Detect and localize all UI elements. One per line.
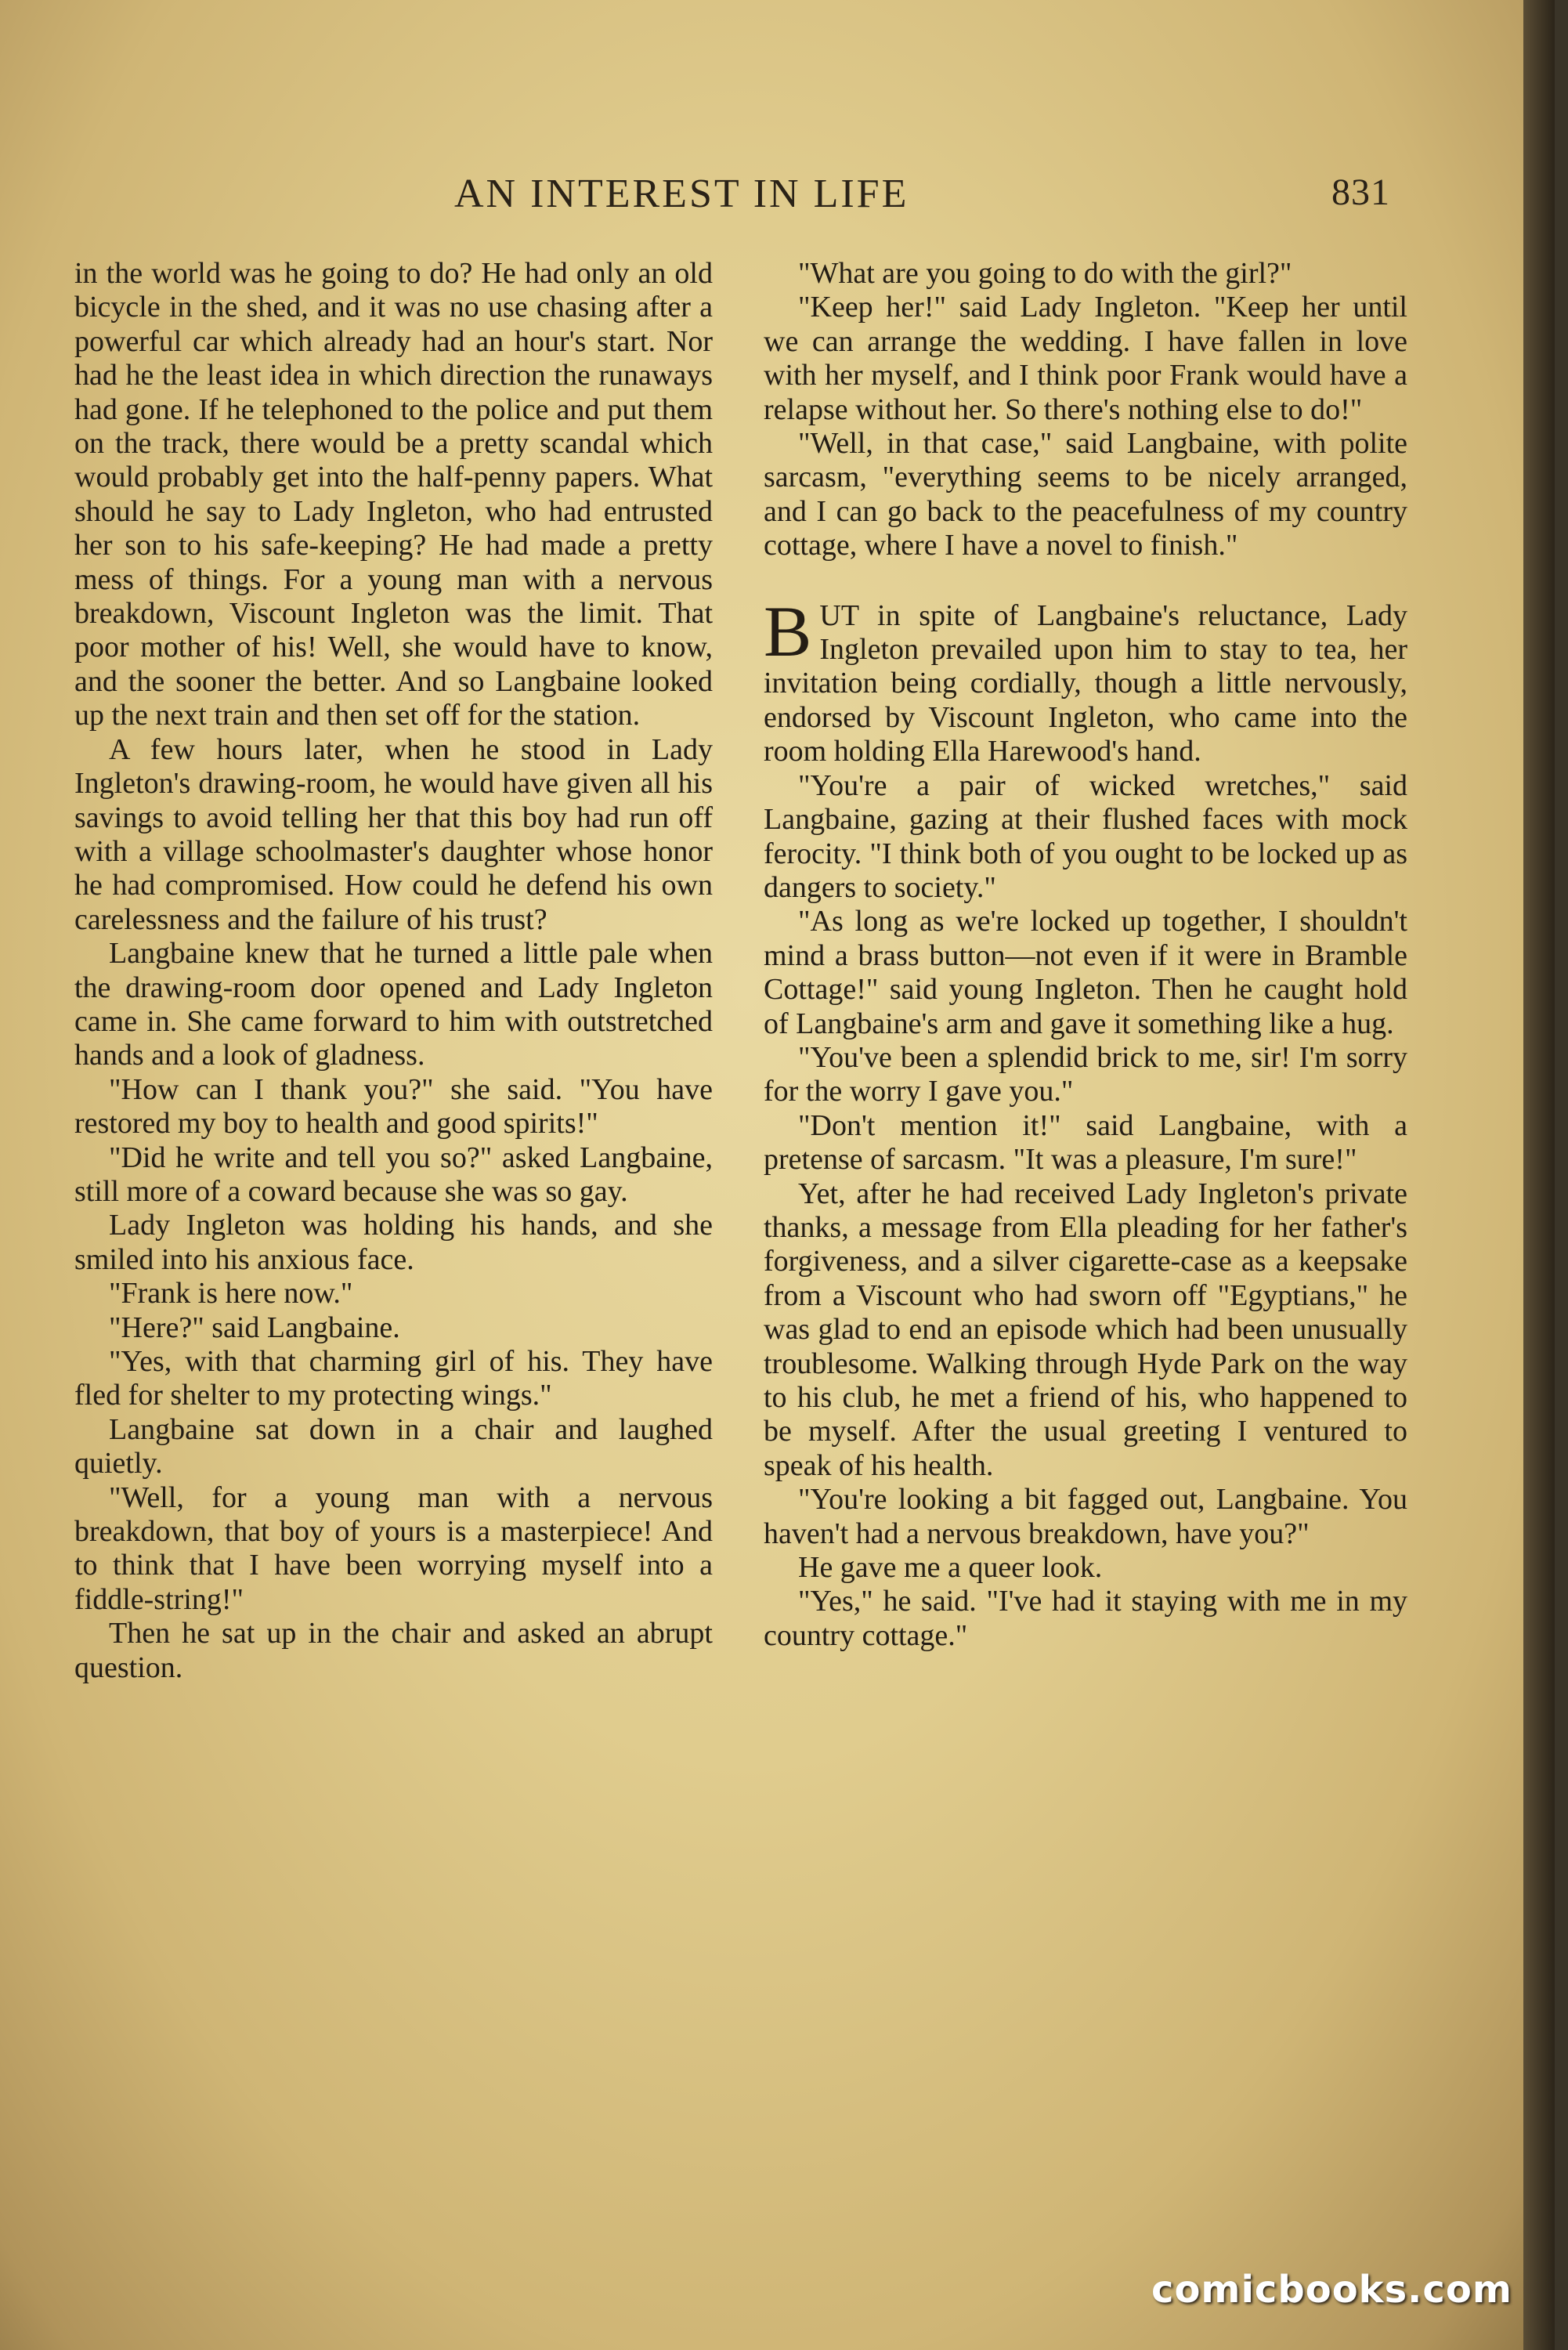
- section-opening-paragraph: [764, 591, 1407, 769]
- paragraph: "Well, for a young man with a nervous breakdown, that boy of yours is a masterpiece! And to think that I have been worrying myself into a fiddle-string!": [74, 1480, 713, 1616]
- paragraph: "Keep her!" said Lady Ingleton. "Keep her until we can arrange the wedding. I have fallen in love with her myself, and I think poor Frank would have a relapse without her. So there's nothing else to do!": [764, 291, 1407, 426]
- paragraph: Langbaine sat down in a chair and laughed quietly.: [74, 1412, 713, 1480]
- paragraph: "You're looking a bit fagged out, Langbaine. You haven't had a nervous breakdown, have you?": [764, 1483, 1407, 1550]
- paragraph: A few hours later, when he stood in Lady Ingleton's drawing-room, he would have given all his savings to avoid telling her that this boy had run off with a village schoolmaster's daughter whose honor he had compromised. How could he defend his own carelessness and the failure of his trust?: [74, 732, 713, 936]
- page-edge-shadow: [1523, 0, 1555, 2350]
- paragraph: "Don't mention it!" said Langbaine, with a pretense of sarcasm. "It was a pleasure, I'm sure!": [764, 1108, 1407, 1177]
- paragraph: Then he sat up in the chair and asked an abrupt question.: [74, 1617, 713, 1684]
- paragraph: "Yes, with that charming girl of his. They have fled for shelter to my protecting wings.": [74, 1345, 713, 1412]
- paragraph: Yet, after he had received Lady Ingleton's private thanks, a message from Ella pleading for her father's forgiveness, and a silver cigarette-case as a keepsake from a Viscount who had sworn off "Egyptians," he was glad to end an episode which had been unusually troublesome. Walking through Hyde Park on the way to his club, he met a friend of his, who happened to be myself. After the usual greeting I ventured to speak of his health.: [764, 1177, 1407, 1482]
- section-opening-text: UT in spite of Langbaine's reluctance, Lady Ingleton prevailed upon him to stay to tea, her invitation being cordially, though a little nervously, endorsed by Viscount Ingleton, who came into the room holding Ella Harewood's hand.: [764, 598, 1407, 768]
- paragraph: Lady Ingleton was holding his hands, and she smiled into his anxious face.: [74, 1209, 713, 1276]
- paragraph: "You've been a splendid brick to me, sir! I'm sorry for the worry I gave you.": [764, 1040, 1407, 1108]
- site-watermark: comicbooks.com: [1151, 2268, 1512, 2312]
- paragraph: "How can I thank you?" she said. "You have restored my boy to health and good spirits!": [74, 1072, 713, 1141]
- page-number: 831: [1331, 172, 1390, 213]
- right-column: [764, 257, 1407, 1653]
- left-column: [74, 257, 713, 1685]
- page-header: [0, 171, 1555, 226]
- paragraph: "As long as we're locked up together, I shouldn't mind a brass button—not even if it were in Bramble Cottage!" said young Ingleton. Then he caught hold of Langbaine's arm and gave it something like a hug.: [764, 905, 1407, 1040]
- paragraph: in the world was he going to do? He had only an old bicycle in the shed, and it was no use chasing after a powerful car which already had an hour's start. Nor had he the least idea in which direction the runaways had gone. If he telephoned to the police and put them on the track, there would be a pretty scandal which would probably get into the half-penny papers. What should he say to Lady Ingleton, who had entrusted her son to his safe-keeping? He had made a pretty mess of things. For a young man with a nervous breakdown, Viscount Ingleton was the limit. That poor mother of his! Well, she would have to know, and the sooner the better. And so Langbaine looked up the next train and then set off for the station.: [74, 257, 713, 732]
- paragraph: "Frank is here now.": [109, 1277, 353, 1311]
- running-title: AN INTEREST IN LIFE: [454, 172, 909, 216]
- paragraph: "You're a pair of wicked wretches," said Langbaine, gazing at their flushed faces with mock ferocity. "I think both of you ought to be locked up as dangers to society.": [764, 768, 1407, 904]
- paragraph: "Did he write and tell you so?" asked Langbaine, still more of a coward because she was so gay.: [74, 1141, 713, 1208]
- drop-cap: B: [764, 591, 812, 671]
- paragraph: He gave me a queer look.: [798, 1551, 1103, 1585]
- paragraph: "Well, in that case," said Langbaine, with polite sarcasm, "everything seems to be nicely arranged, and I can go back to the peacefulness of my country cottage, where I have a novel to finish.": [764, 427, 1407, 562]
- paragraph: "Here?" said Langbaine.: [109, 1311, 400, 1344]
- paragraph: "What are you going to do with the girl?": [798, 257, 1292, 290]
- paragraph: "Yes," he said. "I've had it staying with me in my country cottage.": [764, 1585, 1407, 1652]
- paragraph: Langbaine knew that he turned a little pale when the drawing-room door opened and Lady Ingleton came in. She came forward to him with outstretched hands and a look of gladness.: [74, 937, 713, 1072]
